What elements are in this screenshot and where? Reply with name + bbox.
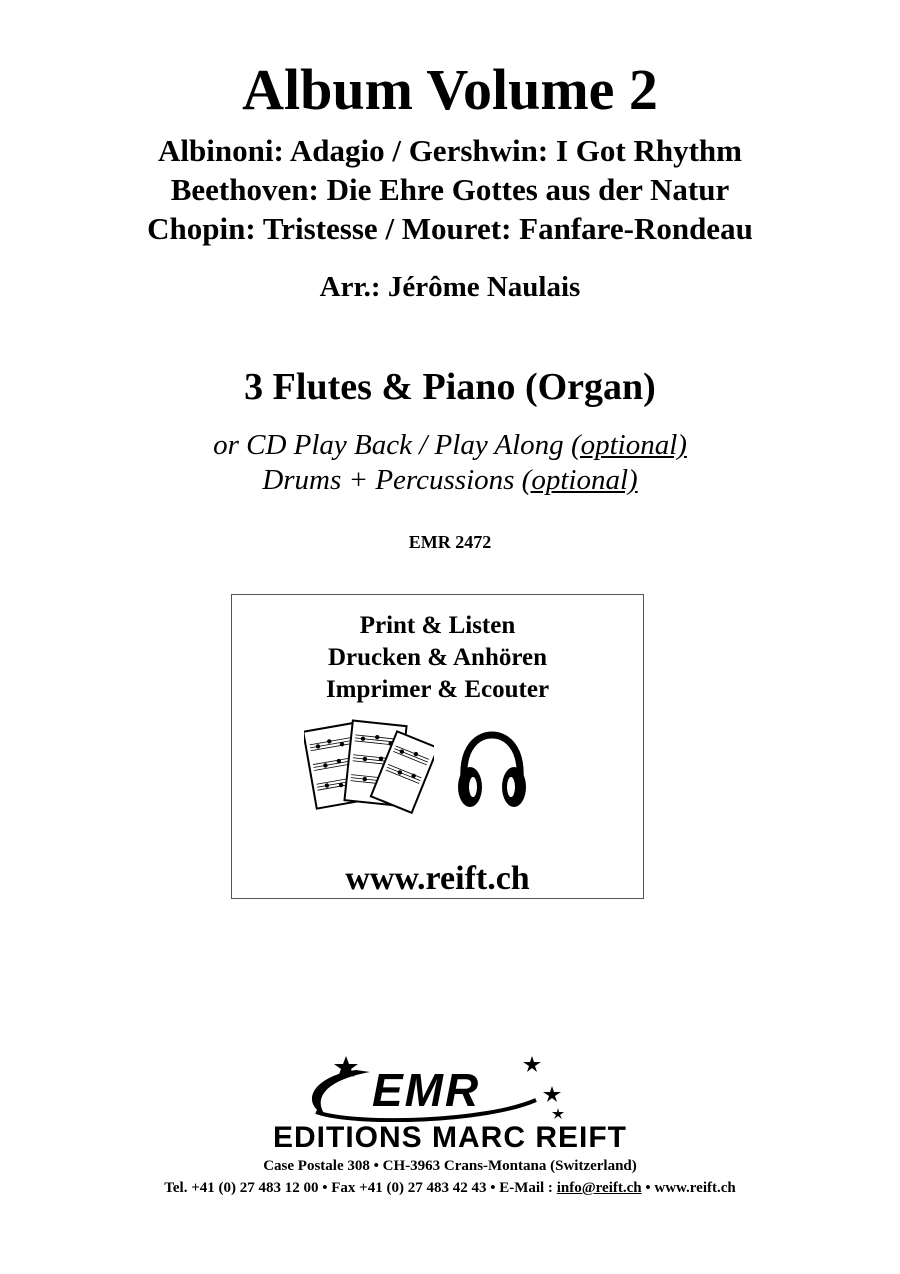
arranger: Arr.: Jérôme Naulais — [319, 271, 581, 303]
publisher-address: Case Postale 308 • CH-3963 Crans-Montana (Switzerland) — [263, 1158, 637, 1174]
listen-line-de: Drucken & Anhören — [327, 644, 547, 671]
piece-line-3: Chopin: Tristesse / Mouret: Fanfare-Rondeau — [147, 211, 753, 246]
website-link[interactable]: www.reift.ch — [345, 860, 530, 897]
publisher-name: EDITIONS MARC REIFT — [273, 1121, 627, 1154]
option-text: or CD Play Back / Play Along — [213, 429, 571, 461]
option-line-playback — [0, 428, 900, 462]
headphones-icon — [454, 729, 530, 813]
piece-line-1: Albinoni: Adagio / Gershwin: I Got Rhythm — [158, 133, 742, 168]
emr-logo — [296, 1052, 576, 1122]
contact-phone-fax: Tel. +41 (0) 27 483 12 00 • Fax +41 (0) 27 483 42 43 • E-Mail : — [164, 1180, 557, 1196]
piece-line-2: Beethoven: Die Ehre Gottes aus der Natur — [170, 172, 730, 207]
album-title: Album Volume 2 — [242, 57, 658, 122]
option-text: Drums + Percussions — [262, 464, 522, 496]
publisher-contact — [0, 1179, 900, 1197]
option-line-drums — [0, 463, 900, 497]
optional-label: (optional) — [570, 429, 687, 461]
optional-label: (optional) — [521, 464, 638, 496]
instrumentation: 3 Flutes & Piano (Organ) — [244, 366, 656, 408]
listen-line-fr: Imprimer & Ecouter — [325, 676, 550, 703]
sheet-music-icon — [304, 713, 434, 823]
svg-text:EMR: EMR — [372, 1064, 481, 1116]
contact-website: • www.reift.ch — [641, 1180, 736, 1196]
print-listen-box — [231, 594, 644, 899]
email-link[interactable]: info@reift.ch — [556, 1180, 642, 1196]
listen-line-en: Print & Listen — [359, 612, 516, 639]
catalog-number: EMR 2472 — [408, 532, 492, 552]
